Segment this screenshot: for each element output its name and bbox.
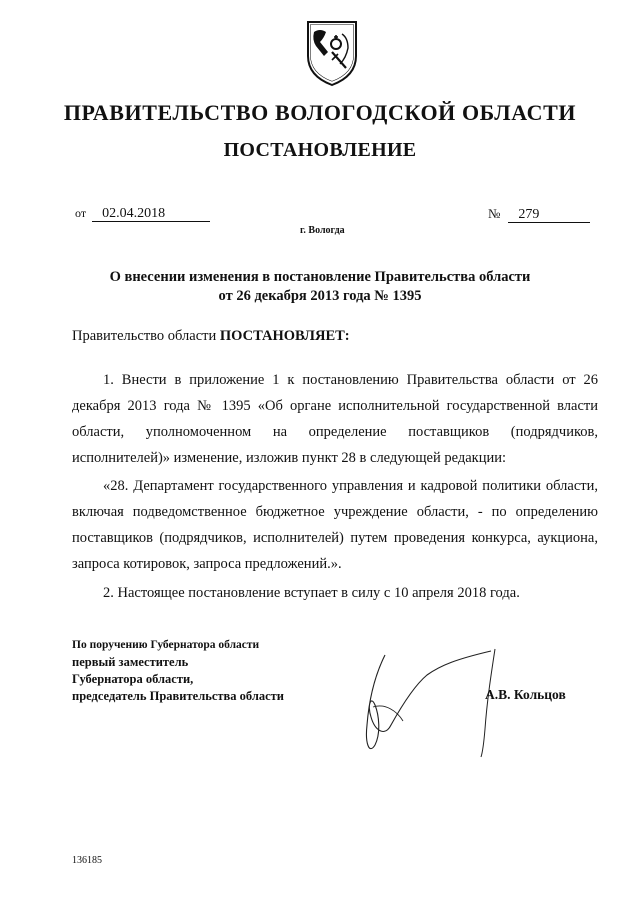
- signatory-line-4: председатель Правительства области: [72, 689, 284, 703]
- government-title: ПРАВИТЕЛЬСТВО ВОЛОГОДСКОЙ ОБЛАСТИ: [63, 100, 577, 125]
- document-type: ПОСТАНОВЛЕНИЕ: [223, 139, 417, 161]
- resolves-line: [72, 328, 350, 345]
- handwritten-signature-icon: [345, 645, 505, 765]
- coat-of-arms-icon: [302, 18, 362, 88]
- city-label: г. Вологда: [300, 225, 345, 236]
- number-prefix: №: [488, 206, 501, 221]
- signatory-name: А.В. Кольцов: [485, 687, 566, 702]
- paragraph-2: 2. Настоящее постановление вступает в силу с 10 апреля 2018 года.: [103, 585, 520, 601]
- paragraph-1-quote: «28. Департамент государственного управления и кадровой политики области, включая подведомственное бюджетное учреждение области, - по определению поставщиков (подрядчиков, исполнителей) путем проведения конкурса, аукциона, запроса котировок, запроса предложений.».: [72, 478, 598, 572]
- signatory-block: [72, 637, 284, 705]
- date-field: [75, 206, 210, 222]
- subject-title: [0, 268, 640, 306]
- date-prefix: от: [75, 206, 87, 220]
- resolves-prefix: Правительство области: [72, 328, 220, 344]
- resolves-keyword: ПОСТАНОВЛЯЕТ:: [219, 328, 350, 344]
- subject-line-1: О внесении изменения в постановление Правительства области: [109, 269, 531, 285]
- paragraph-1: 1. Внести в приложение 1 к постановлению Правительства области от 26 декабря 2013 года № 1395 «Об органе исполнительной государственной власти области, уполномоченном на определение поставщиков (подрядчиков, исполнителей)» изменение, изложив пункт 28 в следующей редакции:: [72, 372, 598, 466]
- signatory-line-2: первый заместитель: [72, 655, 189, 669]
- number-value: 279: [508, 207, 590, 223]
- signatory-line-3: Губернатора области,: [72, 672, 194, 686]
- registration-number: 136185: [72, 855, 102, 866]
- signatory-line-1: По поручению Губернатора области: [72, 639, 260, 651]
- number-field: [488, 206, 590, 223]
- date-value: 02.04.2018: [92, 206, 210, 222]
- subject-line-2: от 26 декабря 2013 года № 1395: [218, 288, 422, 304]
